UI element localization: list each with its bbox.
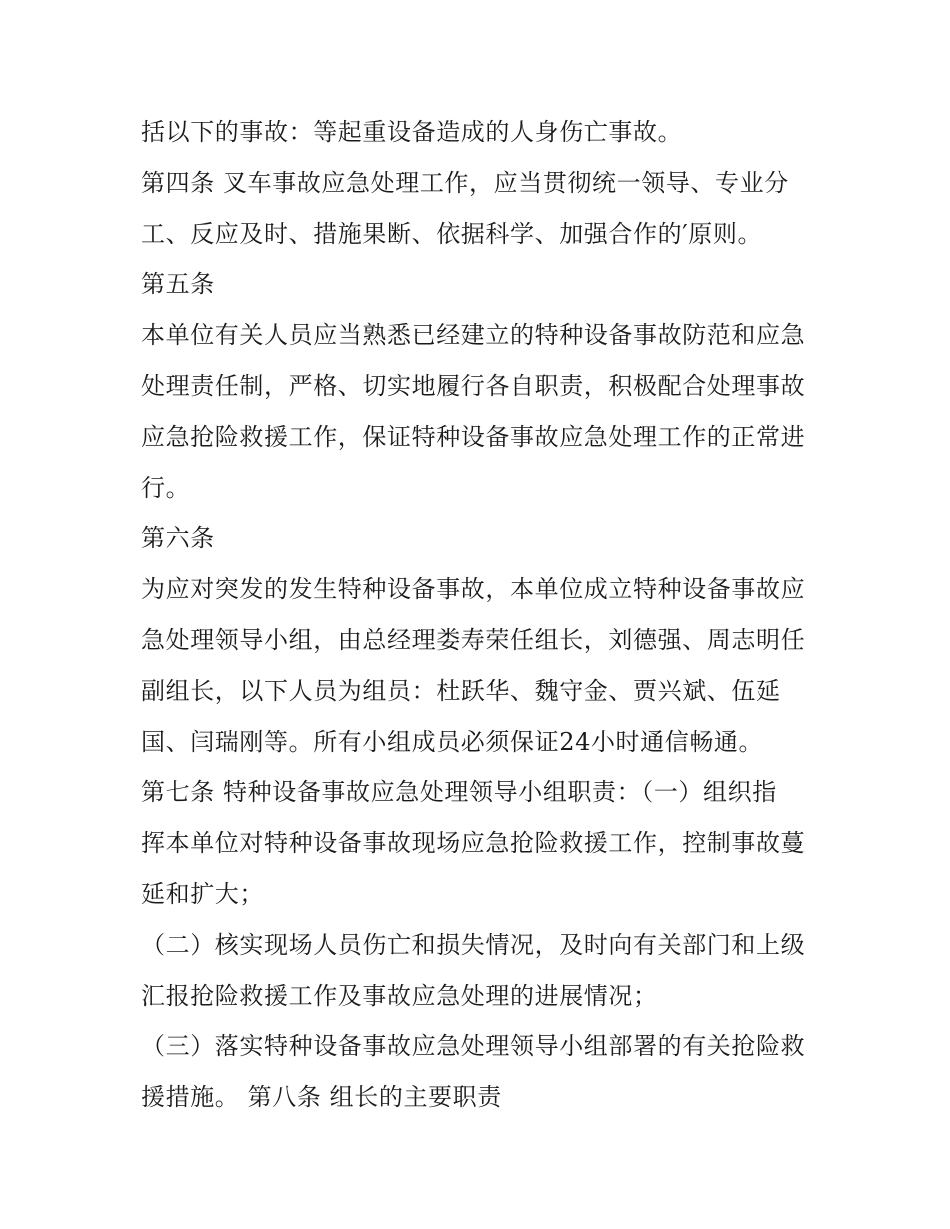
document-body <box>141 107 841 1123</box>
text-line: 第四条 叉车事故应急处理工作，应当贯彻统一领导、专业分 <box>141 168 789 197</box>
text-line: （二）核实现场人员伤亡和损失情况，及时向有关部门和上级 <box>141 930 806 959</box>
text-line: （三）落实特种设备事故应急处理领导小组部署的有关抢险救 <box>141 1032 806 1061</box>
text-line: 援措施。 第八条 组长的主要职责 <box>141 1083 502 1112</box>
text-line: 急处理领导小组，由总经理娄寿荣任组长，刘德强、周志明任 <box>141 625 806 654</box>
text-line: 行。 <box>141 473 191 502</box>
text-line: 处理责任制，严格、切实地履行各自职责，积极配合处理事故 <box>141 371 806 400</box>
text-line: 工、反应及时、措施果断、依据科学、加强合作的′原则。 <box>141 219 763 248</box>
text-line: 汇报抢险救援工作及事故应急处理的进展情况； <box>141 981 658 1010</box>
text-line: 为应对突发的发生特种设备事故，本单位成立特种设备事故应 <box>141 575 806 604</box>
text-line: 第七条 特种设备事故应急处理领导小组职责：（一）组织指 <box>141 778 777 807</box>
text-line: 括以下的事故：等起重设备造成的人身伤亡事故。 <box>141 118 683 146</box>
text-line: 应急抢险救援工作，保证特种设备事故应急处理工作的正常进 <box>141 422 806 451</box>
text-line: 国、闫瑞刚等。所有小组成员必须保证24小时通信畅通。 <box>141 727 764 756</box>
article-heading: 第六条 <box>141 524 215 553</box>
text-line: 本单位有关人员应当熟悉已经建立的特种设备事故防范和应急 <box>141 321 806 350</box>
article-heading: 第五条 <box>141 270 215 299</box>
text-line: 延和扩大； <box>141 879 264 908</box>
text-line: 副组长，以下人员为组员：杜跃华、魏守金、贾兴斌、伍延 <box>141 676 781 705</box>
text-line: 挥本单位对特种设备事故现场应急抢险救援工作，控制事故蔓 <box>141 829 806 858</box>
